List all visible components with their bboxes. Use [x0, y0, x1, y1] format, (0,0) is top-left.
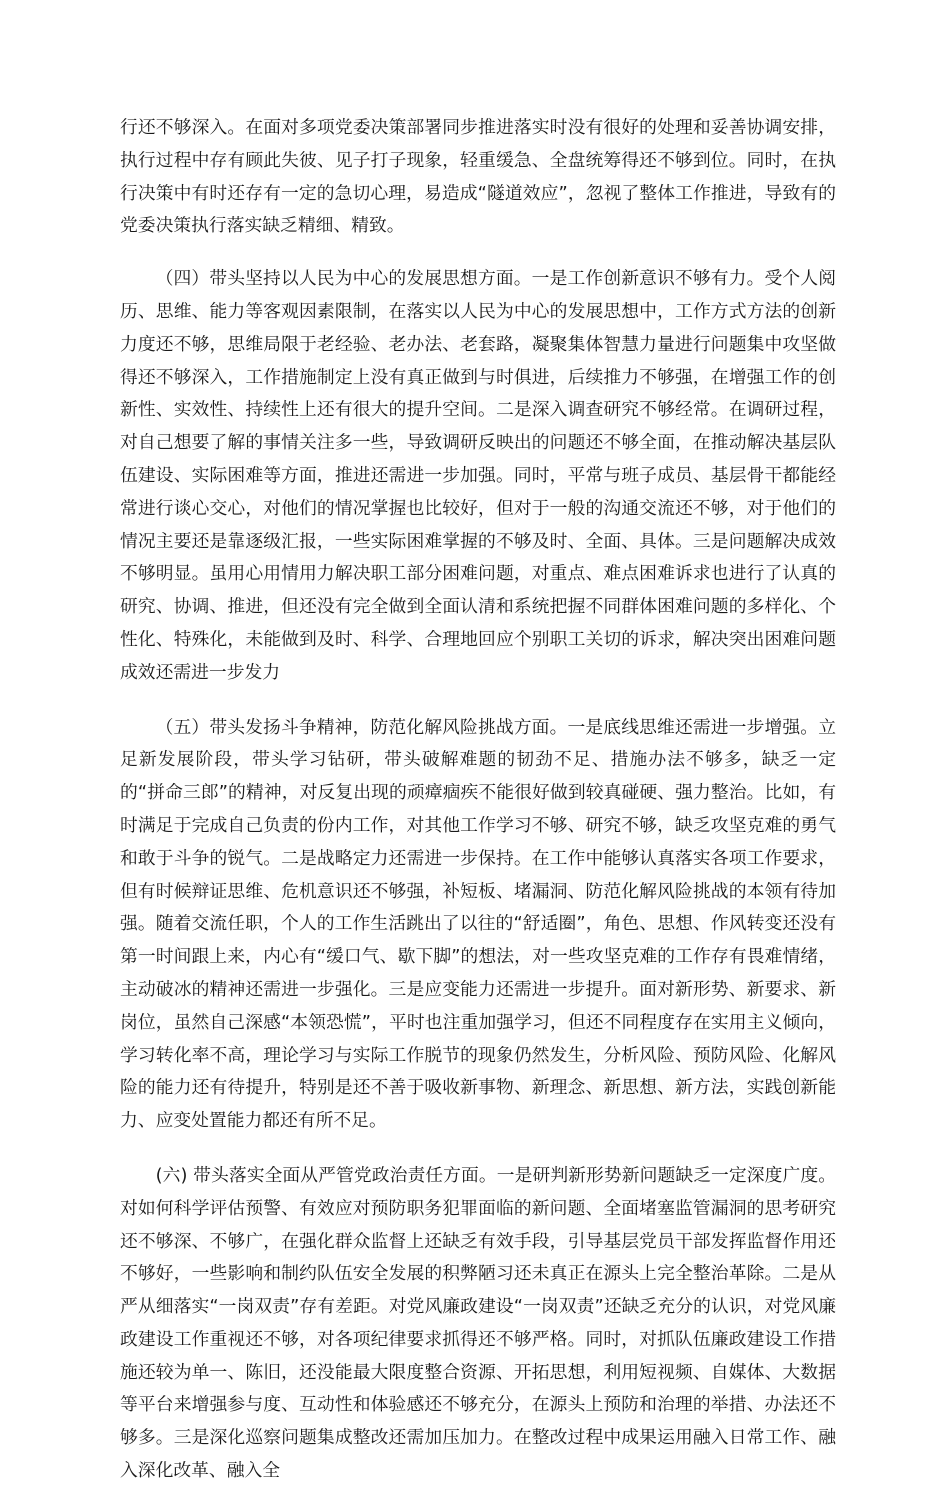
paragraph-section-5: （五）带头发扬斗争精神，防范化解风险挑战方面。一是底线思维还需进一步增强。立足新发展阶段，带头学习钻研，带头破解难题的韧劲不足、措施办法不够多，缺乏一定的“拼命三郎”的精神，对反复出现的顽瘴痼疾不能很好做到较真碰硬、强力整治。比如，有时满足于完成自己负责的份内工作，对其他工作学习不够、研究不够，缺乏攻坚克难的勇气和敢于斗争的锐气。二是战略定力还需进一步保持。在工作中能够认真落实各项工作要求，但有时候辩证思维、危机意识还不够强，补短板、堵漏洞、防范化解风险挑战的本领有待加强。随着交流任职，个人的工作生活跳出了以往的“舒适圈”，角色、思想、作风转变还没有第一时间跟上来，内心有“缓口气、歇下脚”的想法，对一些攻坚克难的工作存有畏难情绪，主动破冰的精神还需进一步强化。三是应变能力还需进一步提升。面对新形势、新要求、新岗位，虽然自己深感“本领恐慌”，平时也注重加强学习，但还不同程度存在实用主义倾向，学习转化率不高，理论学习与实际工作脱节的现象仍然发生，分析风险、预防风险、化解风险的能力还有待提升，特别是还不善于吸收新事物、新理念、新思想、新方法，实践创新能力、应变处置能力都还有所不足。: [120, 716, 836, 1132]
paragraph-section-4: （四）带头坚持以人民为中心的发展思想方面。一是工作创新意识不够有力。受个人阅历、思维、能力等客观因素限制，在落实以人民为中心的发展思想中，工作方式方法的创新力度还不够，思维局限于老经验、老办法、老套路，凝聚集体智慧力量进行问题集中攻坚做得还不够深入，工作措施制定上没有真正做到与时俱进，后续推力不够强，在增强工作的创新性、实效性、持续性上还有很大的提升空间。二是深入调查研究不够经常。在调研过程，对自己想要了解的事情关注多一些，导致调研反映出的问题还不够全面，在推动解决基层队伍建设、实际困难等方面，推进还需进一步加强。同时，平常与班子成员、基层骨干都能经常进行谈心交心，对他们的情况掌握也比较好，但对于一般的沟通交流还不够，对于他们的情况主要还是靠逐级汇报，一些实际困难掌握的不够及时、全面、具体。三是问题解决成效不够明显。虽用心用情用力解决职工部分困难问题，对重点、难点困难诉求也进行了认真的研究、协调、推进，但还没有完全做到全面认清和系统把握不同群体困难问题的多样化、个性化、特殊化，未能做到及时、科学、合理地回应个别职工关切的诉求，解决突出困难问题成效还需进一步发力: [120, 268, 836, 683]
paragraph-continuation: 行还不够深入。在面对多项党委决策部署同步推进落实时没有很好的处理和妥善协调安排，执行过程中存有顾此失彼、见子打子现象，轻重缓急、全盘统筹得还不够到位。同时，在执行决策中有时还存有一定的急切心理，易造成“隧道效应”，忽视了整体工作推进，导致有的党委决策执行落实缺乏精细、精致。: [120, 117, 836, 237]
document-page: [120, 112, 836, 1488]
paragraph-section-6: (六) 带头落实全面从严管党政治责任方面。一是研判新形势新问题缺乏一定深度广度。对如何科学评估预警、有效应对预防职务犯罪面临的新问题、全面堵塞监管漏洞的思考研究还不够深、不够广，在强化群众监督上还缺乏有效手段，引导基层党员干部发挥监督作用还不够好，一些影响和制约队伍安全发展的积弊陋习还未真正在源头上完全整治革除。二是从严从细落实“一岗双责”存有差距。对党风廉政建设“一岗双责”还缺乏充分的认识，对党风廉政建设工作重视还不够，对各项纪律要求抓得还不够严格。同时，对抓队伍廉政建设工作措施还较为单一、陈旧，还没能最大限度整合资源、开拓思想，利用短视频、自媒体、大数据等平台来增强参与度、互动性和体验感还不够充分，在源头上预防和治理的举措、办法还不够多。三是深化巡察问题集成整改还需加压加力。在整改过程中成果运用融入日常工作、融入深化改革、融入全: [120, 1164, 836, 1482]
